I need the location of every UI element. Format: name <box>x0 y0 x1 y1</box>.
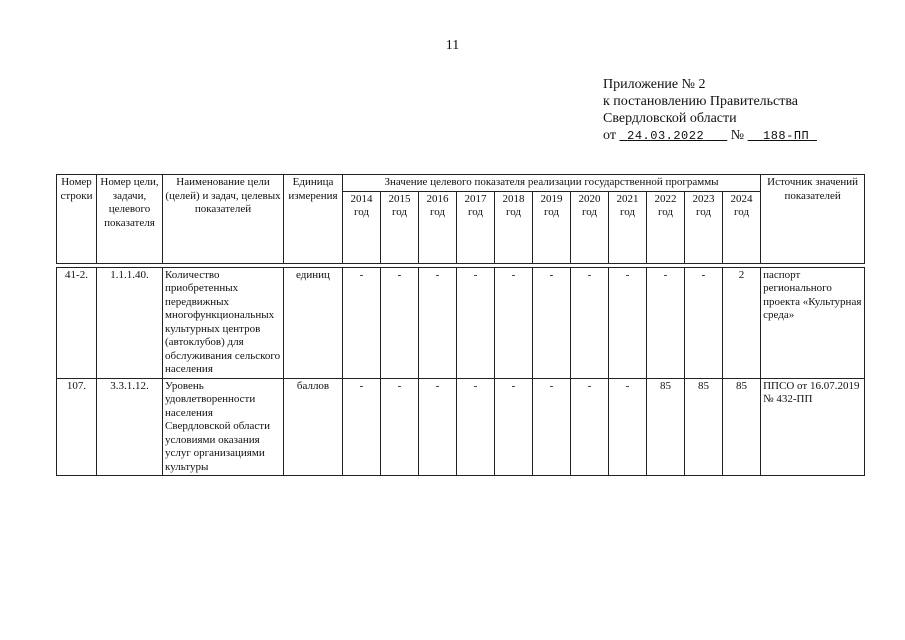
table-row <box>57 267 865 378</box>
appendix-date-line <box>603 127 817 145</box>
header-unit: Единица измерения <box>284 175 343 264</box>
header-year-2019: 2019 год <box>533 191 571 263</box>
cell-value-2021: - <box>609 378 647 476</box>
header-values-group: Значение целевого показателя реализации государственной программы <box>343 175 761 192</box>
cell-value-2020: - <box>571 267 609 378</box>
header-year-2023: 2023 год <box>685 191 723 263</box>
appendix-resolution: к постановлению Правительства <box>603 94 799 109</box>
appendix-title: Приложение № 2 <box>603 77 706 92</box>
cell-value-2014: - <box>343 267 381 378</box>
cell-goal-number: 3.3.1.12. <box>97 378 163 476</box>
number-value: 188-ПП <box>763 129 810 143</box>
cell-value-2018: - <box>495 267 533 378</box>
cell-value-2014: - <box>343 378 381 476</box>
cell-value-2022: 85 <box>647 378 685 476</box>
cell-value-2023: 85 <box>685 378 723 476</box>
cell-value-2019: - <box>533 378 571 476</box>
cell-row-number: 41-2. <box>57 267 97 378</box>
cell-value-2017: - <box>457 267 495 378</box>
cell-unit: баллов <box>284 378 343 476</box>
header-year-2020: 2020 год <box>571 191 609 263</box>
cell-value-2015: - <box>381 267 419 378</box>
cell-goal-number: 1.1.1.40. <box>97 267 163 378</box>
header-year-2014: 2014 год <box>343 191 381 263</box>
header-year-2024: 2024 год <box>723 191 761 263</box>
header-name: Наименование цели (целей) и задач, целевых показателей <box>163 175 284 264</box>
cell-name: Уровень удовлетворенности населения Свердловской области условиями оказания услуг организациями культуры <box>163 378 284 476</box>
cell-row-number: 107. <box>57 378 97 476</box>
header-year-2017: 2017 год <box>457 191 495 263</box>
cell-unit: единиц <box>284 267 343 378</box>
cell-value-2020: - <box>571 378 609 476</box>
cell-value-2016: - <box>419 267 457 378</box>
page-number: 11 <box>445 38 460 53</box>
cell-source: ППСО от 16.07.2019 № 432-ПП <box>761 378 865 476</box>
header-year-2018: 2018 год <box>495 191 533 263</box>
appendix-region: Свердловской области <box>603 111 737 126</box>
cell-value-2024: 85 <box>723 378 761 476</box>
cell-value-2017: - <box>457 378 495 476</box>
header-year-2021: 2021 год <box>609 191 647 263</box>
header-row-number: Номер строки <box>57 175 97 264</box>
header-goal-number: Номер цели, задачи, целевого показателя <box>97 175 163 264</box>
table-row <box>57 378 865 476</box>
cell-value-2022: - <box>647 267 685 378</box>
date-prefix: от <box>603 128 616 143</box>
cell-value-2021: - <box>609 267 647 378</box>
appendix-block <box>603 76 817 145</box>
date-value: 24.03.2022 <box>627 129 705 143</box>
header-source: Источник значений показателей <box>761 175 865 264</box>
cell-value-2024: 2 <box>723 267 761 378</box>
number-prefix: № <box>730 128 745 143</box>
header-year-2016: 2016 год <box>419 191 457 263</box>
cell-value-2023: - <box>685 267 723 378</box>
indicator-table <box>56 174 865 476</box>
cell-value-2019: - <box>533 267 571 378</box>
header-year-2022: 2022 год <box>647 191 685 263</box>
cell-value-2016: - <box>419 378 457 476</box>
cell-value-2018: - <box>495 378 533 476</box>
cell-name: Количество приобретенных передвижных многофункциональных культурных центров (автоклубов) для обслуживания сельского населения <box>163 267 284 378</box>
cell-value-2015: - <box>381 378 419 476</box>
cell-source: паспорт регионального проекта «Культурная среда» <box>761 267 865 378</box>
header-year-2015: 2015 год <box>381 191 419 263</box>
